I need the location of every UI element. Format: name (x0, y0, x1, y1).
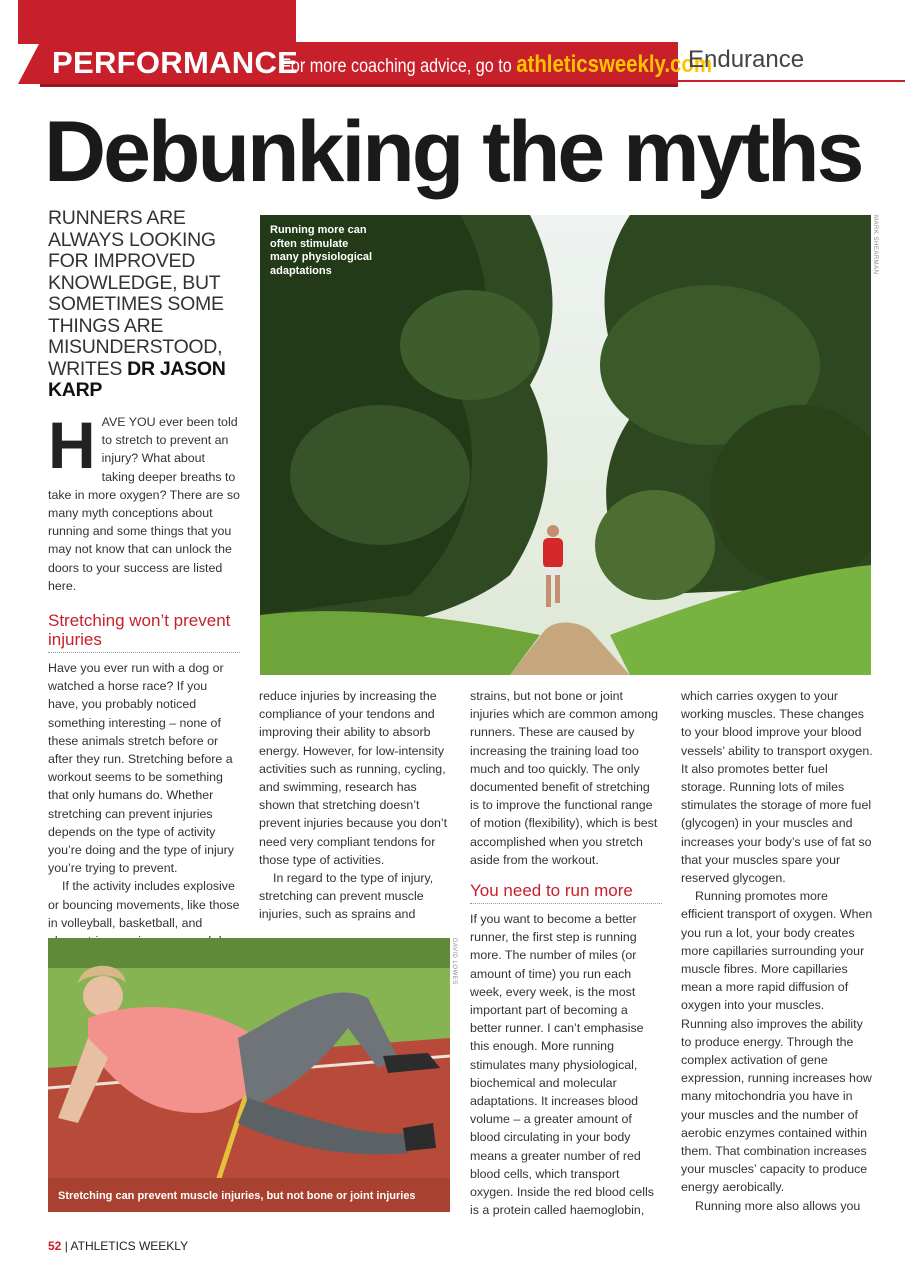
stretching-photo-image (48, 938, 450, 1212)
website-link[interactable]: athleticsweekly.com (516, 51, 712, 78)
running-photo (260, 215, 871, 675)
section-label: PERFORMANCE (52, 45, 299, 80)
header-rule (678, 80, 905, 82)
coaching-note-text: For more coaching advice, go to (281, 56, 517, 77)
body-paragraph: Have you ever run with a dog or watched a horse race? If you have, you probably noticed something interesting – none of these animals stretch before or after they run. Stretching before a workout seems to be something that only humans do. Whether stretching can prevent injuries depends on the type of activity you’re doing and the type of injury you’re trying to prevent. (48, 661, 234, 876)
drop-cap: H (48, 408, 96, 482)
body-paragraph: strains, but not bone or joint injuries which are common among runners. These are caused by increasing the training load too much and too quickly. The only documented benefit of stretching is to improve the functional range of motion (flexibility), which is best accomplished when you stretch aside from the workout. (470, 689, 659, 867)
page-number: 52 (48, 1239, 62, 1253)
header-tab-slant (250, 0, 278, 44)
category-label: Endurance (688, 46, 805, 73)
running-photo-image (260, 215, 871, 675)
stretching-photo (48, 938, 450, 1212)
photo-caption-bottom: Stretching can prevent muscle injuries, but not bone or joint injuries (58, 1190, 416, 1202)
standfirst (48, 208, 248, 402)
coaching-note (281, 50, 712, 80)
column-1 (48, 408, 240, 968)
column-2 (259, 687, 451, 924)
page-footer (48, 1239, 188, 1253)
header-band-slant (18, 42, 40, 84)
photo-credit-top: MARK SHEARMAN (872, 215, 878, 275)
header-band-shadow (40, 84, 678, 87)
column-3 (470, 687, 662, 1219)
intro-paragraph (48, 408, 240, 595)
author-name: DR JASON KARP (48, 357, 226, 401)
body-paragraph: If you want to become a better runner, the first step is running more. The number of miles (or amount of time) you run each week, every week, is the most important part of becoming a better runner. I can’t emphasise this enough. More running stimulates many physiological, biochemical and molecular adaptations. It increases blood volume – a greater amount of blood circulating in your body means a greater number of red blood cells, which transport oxygen. Inside the red blood cells is a protein called haemoglobin, (470, 912, 654, 1218)
column-4 (681, 687, 873, 1215)
subheading-run-more: You need to run more (470, 881, 662, 904)
magazine-name: ATHLETICS WEEKLY (70, 1239, 189, 1253)
body-paragraph: reduce injuries by increasing the compliance of your tendons and improving their ability to absorb energy. However, for low-intensity activities such as running, cycling, and swimming, research has shown that stretching doesn’t prevent injuries because you don’t need very compliant tendons for those type of activities. (259, 689, 448, 867)
body-paragraph: Running promotes more efficient transport of oxygen. When you run a lot, your body creates more capillaries surrounding your muscle fibres. More capillaries mean a more rapid diffusion of oxygen into your muscles. Running also improves the ability to produce energy. Through the complex activation of gene expression, running increases how many mitochondria you have in your muscles and the number of aerobic enzymes contained within them. That combination increases your muscles’ capacity to produce energy aerobically. (681, 889, 873, 1195)
subheading-stretching: Stretching won’t prevent injuries (48, 611, 240, 653)
body-paragraph: Running more also allows you (695, 1198, 861, 1213)
body-paragraph: If the activity includes explosive or bouncing movements, like those in volleyball, basketball, and (48, 879, 240, 930)
body-paragraph: In regard to the type of injury, stretching can prevent muscle injuries, such as sprains and (259, 871, 434, 922)
photo-caption-top: Running more can often stimulate many physiological adaptations (270, 224, 373, 277)
article-title: Debunking the myths (44, 104, 862, 200)
photo-credit-bottom: DAVID LOWES (451, 938, 457, 985)
intro-text: AVE YOU ever been told to stretch to prevent an injury? What about taking deeper breaths to take in more oxygen? There are so many myth conceptions about running and some things that you may not know that can unlock the doors to your success are listed here. (48, 415, 240, 593)
body-paragraph: which carries oxygen to your working muscles. These changes to your blood improve your blood vessels’ ability to transport oxygen. It also promotes better fuel storage. Running lots of miles stimulates the storage of more fuel (glycogen) in your muscles and increases your body’s use of fat so that your muscles spare your reserved glycogen. (681, 689, 873, 886)
standfirst-text: RUNNERS ARE ALWAYS LOOKING FOR IMPROVED KNOWLEDGE, BUT SOMETIMES SOME THINGS ARE MISUNDERSTOOD, WRITES (48, 207, 224, 380)
footer-separator: | (64, 1239, 68, 1253)
